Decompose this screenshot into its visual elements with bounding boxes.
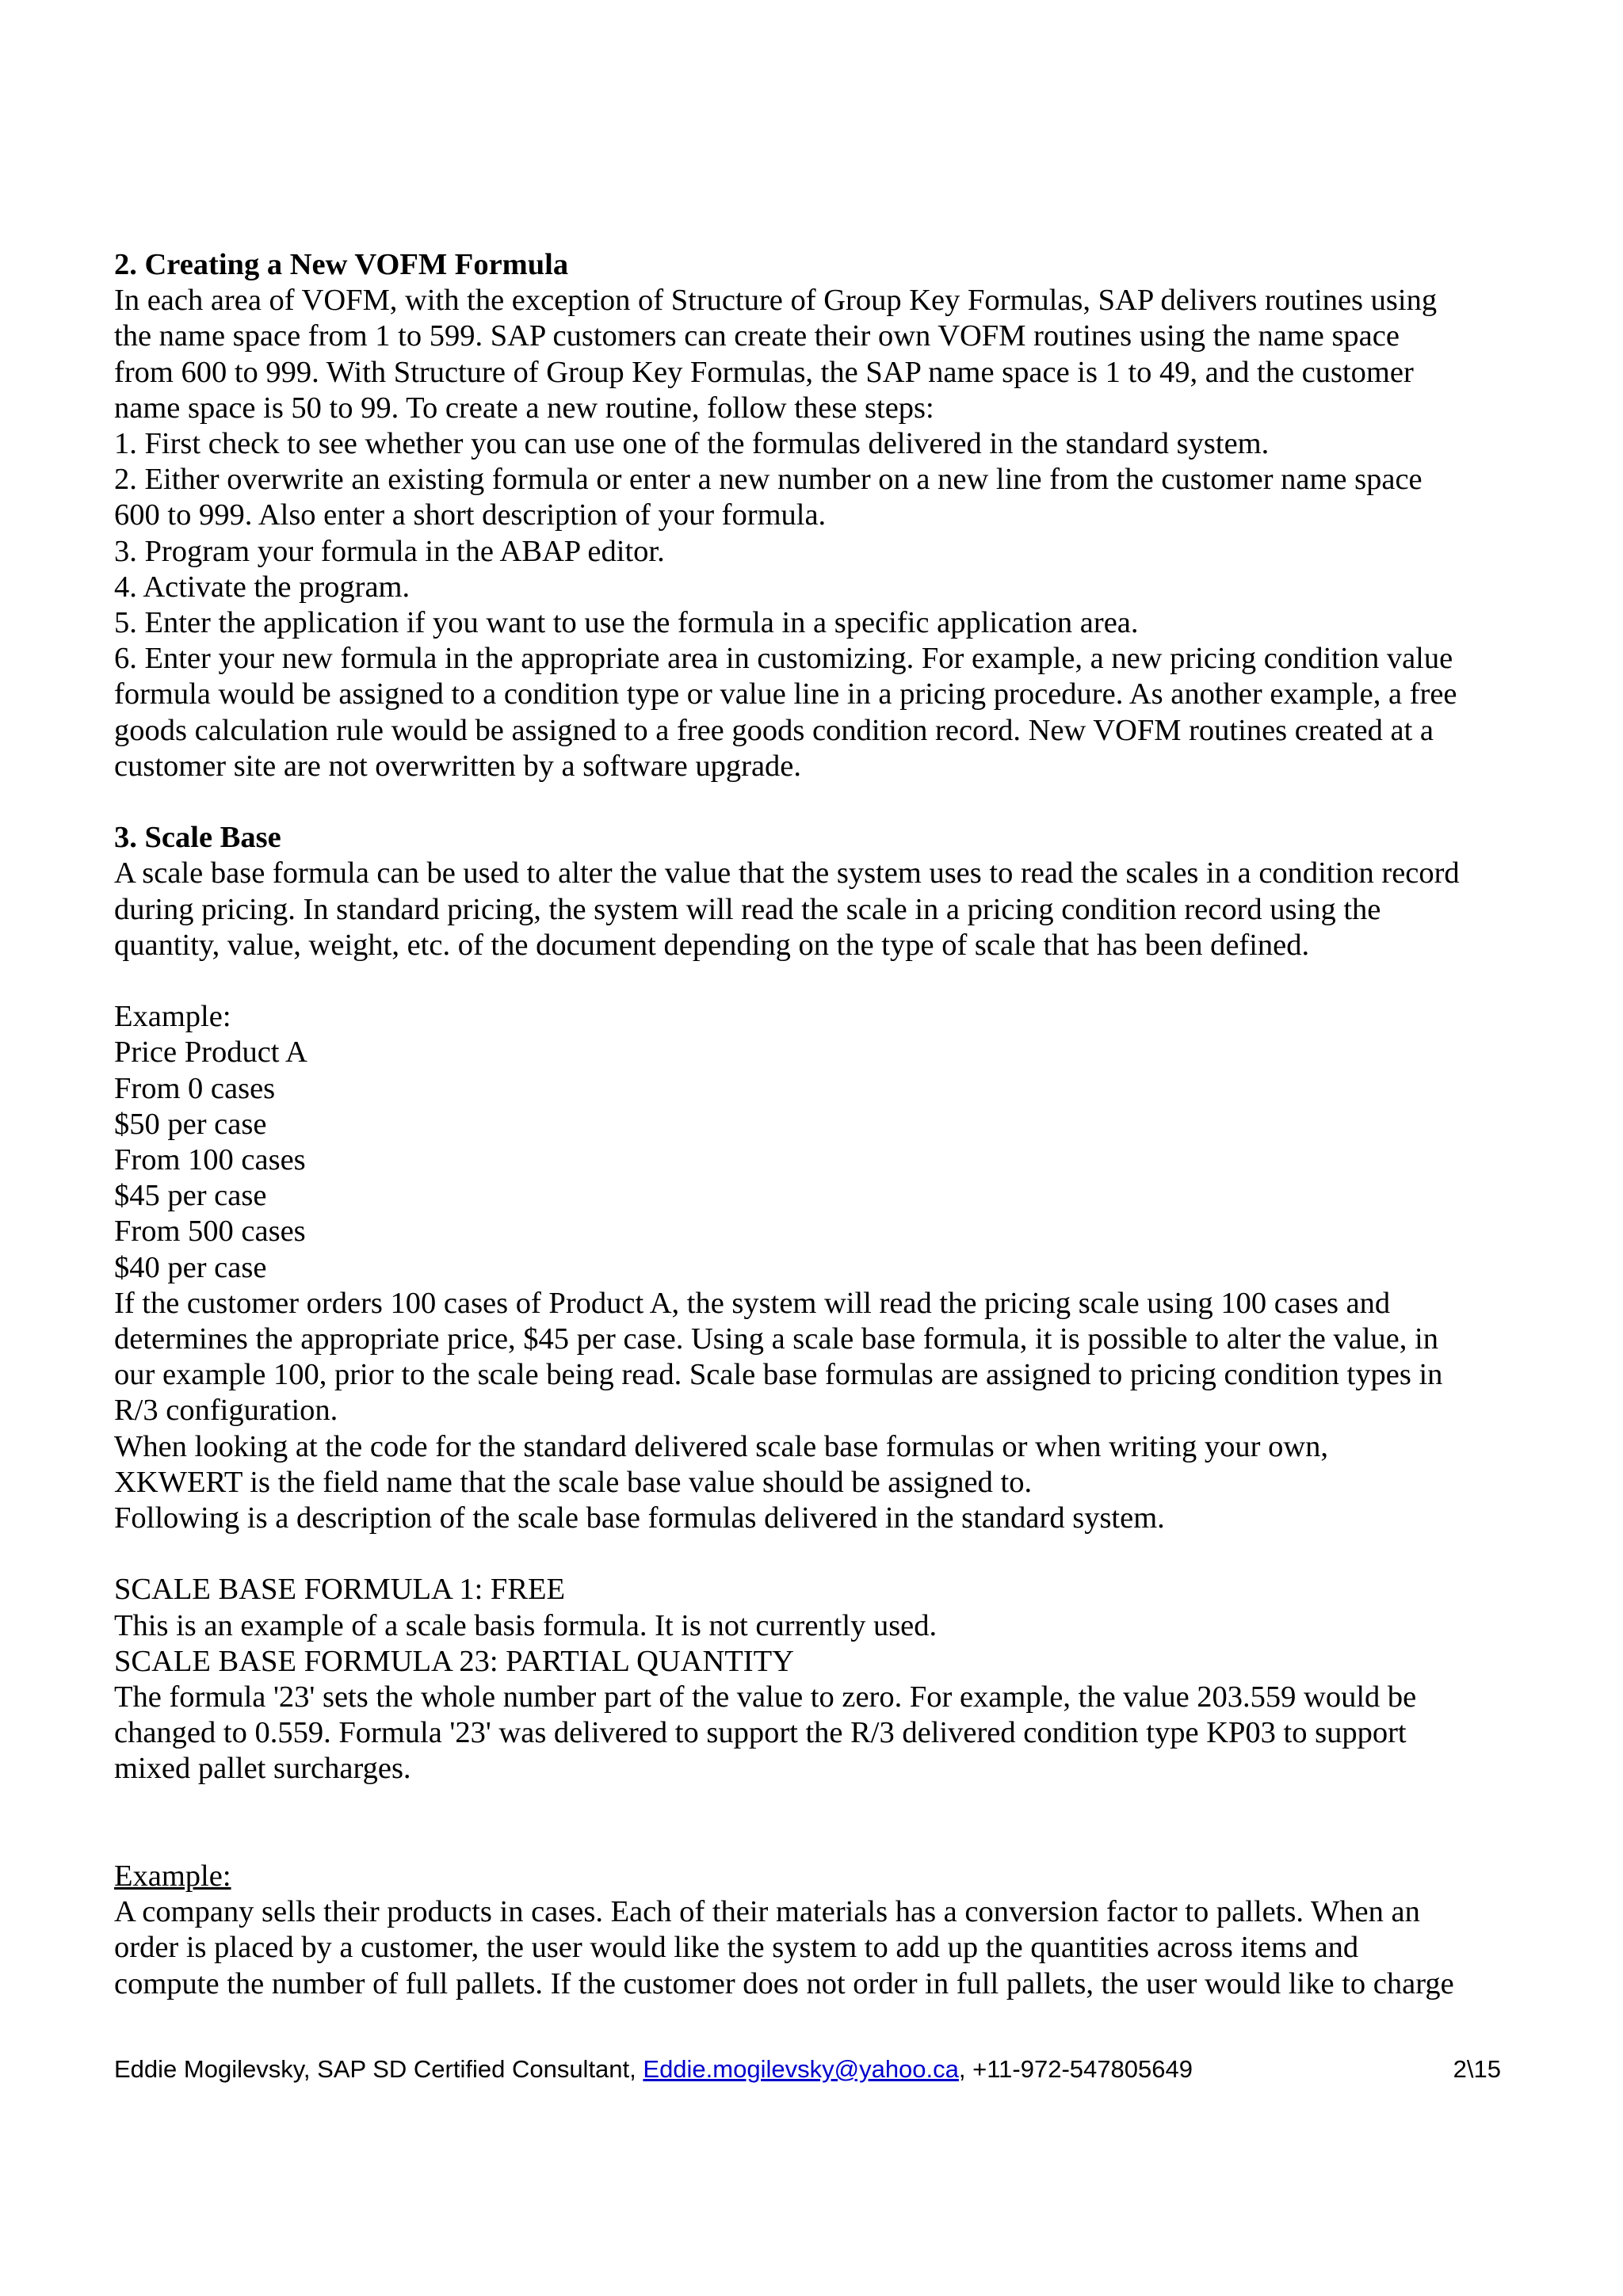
paragraph-line: Following is a description of the scale base formulas delivered in the standard system. <box>114 1501 1165 1535</box>
paragraph-line: A company sells their products in cases. Each of their materials has a conversion factor to pallets. When an <box>114 1895 1420 1929</box>
paragraph-line: R/3 configuration. <box>114 1394 338 1428</box>
example-label-underlined: Example: <box>114 1859 231 1894</box>
footer-email-link[interactable]: Eddie.mogilevsky@yahoo.ca <box>643 2055 959 2083</box>
step-item: 5. Enter the application if you want to use the formula in a specific application area. <box>114 606 1139 640</box>
paragraph-line: In each area of VOFM, with the exception of Structure of Group Key Formulas, SAP delivers routines using <box>114 284 1438 318</box>
paragraph-line: the name space from 1 to 599. SAP customers can create their own VOFM routines using the name space <box>114 319 1400 353</box>
spacer <box>114 1536 1533 1572</box>
paragraph-line: order is placed by a customer, the user would like the system to add up the quantities across items and <box>114 1931 1359 1965</box>
example-line: $45 per case <box>114 1179 267 1213</box>
paragraph-line: quantity, value, weight, etc. of the document depending on the type of scale that has been defined. <box>114 928 1310 962</box>
paragraph-line: from 600 to 999. With Structure of Group Key Formulas, the SAP name space is 1 to 49, and the customer <box>114 355 1414 389</box>
paragraph-line: When looking at the code for the standard delivered scale base formulas or when writing your own, <box>114 1429 1329 1463</box>
section-3-intro <box>114 856 1533 963</box>
spacer <box>114 963 1533 999</box>
paragraph-line: XKWERT is the field name that the scale base value should be assigned to. <box>114 1465 1033 1499</box>
paragraph-line: This is an example of a scale basis formula. It is not currently used. <box>114 1608 938 1642</box>
example-line: Price Product A <box>114 1035 307 1070</box>
section-heading-scale-base: 3. Scale Base <box>114 821 281 855</box>
section-heading-creating-vofm-formula: 2. Creating a New VOFM Formula <box>114 248 569 281</box>
paragraph-line: mixed pallet surcharges. <box>114 1752 411 1786</box>
spacer <box>114 784 1533 820</box>
page-footer <box>114 2054 1501 2085</box>
step-item: 600 to 999. Also enter a short description of your formula. <box>114 498 827 532</box>
section-2-text <box>114 283 1533 784</box>
paragraph-line: compute the number of full pallets. If the customer does not order in full pallets, the user would like to charge <box>114 1966 1454 2000</box>
paragraph-line: during pricing. In standard pricing, the system will read the scale in a pricing condition record using the <box>114 892 1381 926</box>
step-item: customer site are not overwritten by a software upgrade. <box>114 749 802 783</box>
paragraph-line: If the customer orders 100 cases of Product A, the system will read the pricing scale using 100 cases and <box>114 1286 1391 1320</box>
formula-title: SCALE BASE FORMULA 1: FREE <box>114 1573 566 1607</box>
pallet-example-block <box>114 1859 1533 2002</box>
spacer <box>114 1787 1533 1859</box>
formula-title: SCALE BASE FORMULA 23: PARTIAL QUANTITY <box>114 1644 794 1678</box>
paragraph-line: changed to 0.559. Formula '23' was delivered to support the R/3 delivered condition type KP03 to support <box>114 1716 1407 1750</box>
example-line: $50 per case <box>114 1107 267 1141</box>
page-number: 2\15 <box>1453 2055 1501 2083</box>
scale-formulas-block <box>114 1572 1533 1787</box>
example-line: $40 per case <box>114 1250 267 1284</box>
paragraph-line: The formula '23' sets the whole number part of the value to zero. For example, the value 203.559 would be <box>114 1680 1417 1714</box>
example-label: Example: <box>114 1000 231 1034</box>
footer-phone: , +11-972-547805649 <box>958 2055 1193 2083</box>
example-line: From 0 cases <box>114 1071 276 1105</box>
step-item: 3. Program your formula in the ABAP editor. <box>114 534 665 568</box>
step-item: goods calculation rule would be assigned to a free goods condition record. New VOFM routines created at a <box>114 713 1434 747</box>
step-item: formula would be assigned to a condition type or value line in a pricing procedure. As another example, a free <box>114 677 1457 711</box>
step-item: 1. First check to see whether you can use one of the formulas delivered in the standard system. <box>114 427 1270 461</box>
step-item: 4. Activate the program. <box>114 570 411 604</box>
step-item: 6. Enter your new formula in the appropriate area in customizing. For example, a new pricing condition value <box>114 642 1453 676</box>
footer-author: Eddie Mogilevsky, SAP SD Certified Consultant, <box>114 2055 643 2083</box>
scale-example-block <box>114 999 1533 1536</box>
step-item: 2. Either overwrite an existing formula or enter a new number on a new line from the customer name space <box>114 463 1423 497</box>
example-line: From 100 cases <box>114 1143 306 1177</box>
document-body <box>114 247 1533 2002</box>
example-line: From 500 cases <box>114 1215 306 1249</box>
paragraph-line: name space is 50 to 99. To create a new routine, follow these steps: <box>114 391 934 425</box>
paragraph-line: determines the appropriate price, $45 per case. Using a scale base formula, it is possible to alter the value, in <box>114 1322 1438 1356</box>
paragraph-line: A scale base formula can be used to alter the value that the system uses to read the scales in a condition record <box>114 856 1460 891</box>
paragraph-line: our example 100, prior to the scale being read. Scale base formulas are assigned to pricing condition types in <box>114 1358 1443 1392</box>
